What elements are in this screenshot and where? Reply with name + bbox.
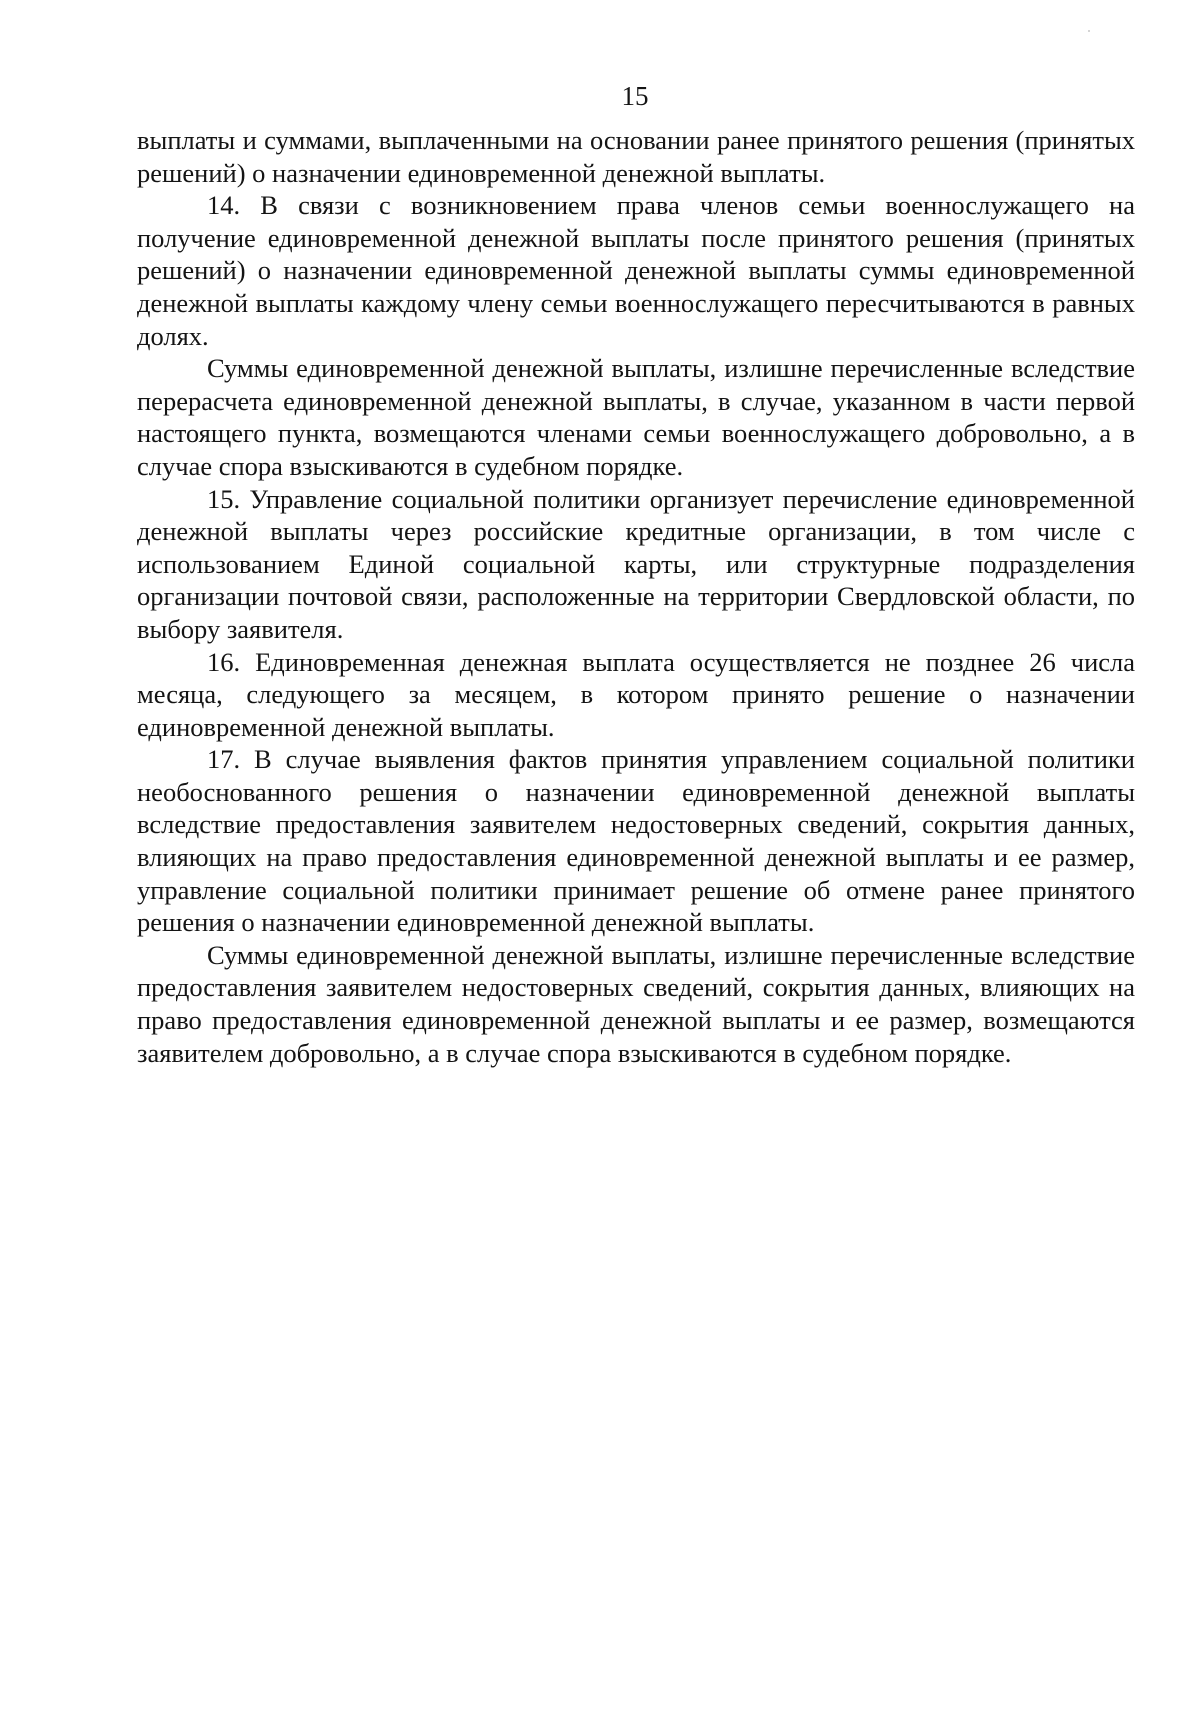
paragraph-item-15: 15. Управление социальной политики организует перечисление единовременной денежной выплаты через российские кредитные организации, в том числе с использованием Единой социальной карты, или структурные подразделения организации почтовой связи, расположенные на территории Свердловской области, по выбору заявителя. bbox=[137, 483, 1135, 644]
paragraph-item-17-part-2: Суммы единовременной денежной выплаты, излишне перечисленные вследствие предоставления заявителем недостоверных сведений, сокрытия данных, влияющих на право предоставления единовременной денежной выплаты и ее размер, возмещаются заявителем добровольно, а в случае спора взыскиваются в судебном порядке. bbox=[137, 939, 1135, 1068]
paragraph-item-14: 14. В связи с возникновением права членов семьи военнослужащего на получение единовременной денежной выплаты после принятого решения (принятых решений) о назначении единовременной денежной выплаты суммы единовременной денежной выплаты каждому члену семьи военнослужащего пересчитываются в равных долях. bbox=[137, 190, 1135, 351]
paragraph-item-14-part-2: Суммы единовременной денежной выплаты, излишне перечисленные вследствие перерасчета единовременной денежной выплаты, в случае, указанном в части первой настоящего пункта, возмещаются членами семьи военнослужащего добровольно, а в случае спора взыскиваются в судебном порядке. bbox=[137, 353, 1135, 481]
paragraph-item-17: 17. В случае выявления фактов принятия управлением социальной политики необоснованного решения о назначении единовременной денежной выплаты вследствие предоставления заявителем недостоверных сведений, сокрытия данных, влияющих на право предоставления единовременной денежной выплаты и ее размер, управление социальной политики принимает решение об отмене ранее принятого решения о назначении единовременной денежной выплаты. bbox=[137, 744, 1135, 938]
scan-speck bbox=[1088, 30, 1090, 32]
document-body bbox=[137, 124, 1135, 1069]
paragraph-continuation: выплаты и суммами, выплаченными на основании ранее принятого решения (принятых решений) о назначении единовременной денежной выплаты. bbox=[137, 125, 1135, 188]
paragraph-item-16: 16. Единовременная денежная выплата осуществляется не позднее 26 числа месяца, следующего за месяцем, в котором принято решение о назначении единовременной денежной выплаты. bbox=[137, 646, 1135, 742]
page-number: 15 bbox=[621, 81, 649, 111]
